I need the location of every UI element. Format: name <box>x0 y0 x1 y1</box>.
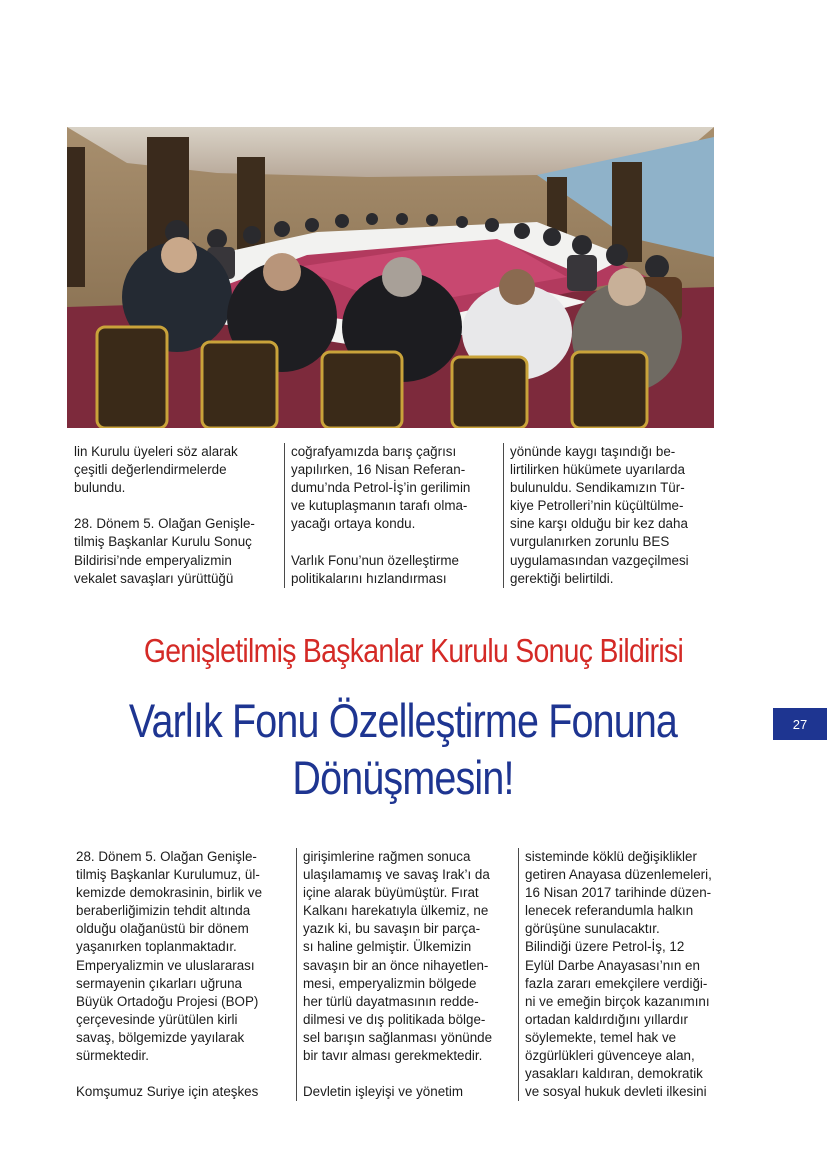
body-column-1: 28. Dönem 5. Olağan Genişle- tilmiş Başkanlar Kurulumuz, ül- kemizde demokrasinin, birlik ve beraberliğimizin tehdit altında olduğu olağanüstü bir dönem yaşanırken toplanmaktadır. Emperyalizmin ve uluslararası sermayenin çıkarları uğruna Büyük Ortadoğu Projesi (BOP) çerçevesinde yürütülen kirli savaş, bölgemizde yayılarak sürmektedir. Komşumuz Suriye için ateşkes <box>76 849 263 1100</box>
body-column-3: sisteminde köklü değişiklikler getiren Anayasa düzenlemeleri, 16 Nisan 2017 tarihinde düzen- lenecek referandumla halkın görüşüne sunulacaktır. Bilindiği üzere Petrol-İş, 12 Eylül Darbe Anayasası’nın en fazla zararı emekçilere verdiği- ni ve emeğin birçok kazanımını ortadan kaldırdığını yıllardır söylemekte, temel hak ve özgürlükleri güvenceye alan, yasakları kaldıran, demokratik ve sosyal hukuk devleti ilkesini <box>518 848 739 1101</box>
intro-column-1: lin Kurulu üyeleri söz alarak çeşitli değerlendirmelerde bulundu. 28. Dönem 5. Olağan Genişle- tilmiş Başkanlar Kurulu Sonuç Bildirisi’nde emperyalizmin vekalet savaşları yürüttüğü <box>74 444 255 586</box>
page-headline: Varlık Fonu Özelleştirme Fonuna Dönüşmesin! <box>128 694 678 804</box>
page-number: 27 <box>792 716 808 732</box>
intro-column-3: yönünde kaygı taşındığı be- lirtilirken hükümete uyarılarda bulunuldu. Sendikamızın Tür- kiye Petrolleri’nin küçültülme- sine karşı olduğu bir kez daha vurgulanırken zorunlu BES uygulamasından vazgeçilmesi gerektiği belirtildi. <box>503 443 720 588</box>
page-number-badge <box>773 708 827 740</box>
section-kicker: Genişletilmiş Başkanlar Kurulu Sonuç Bildirisi <box>143 632 684 669</box>
meeting-photo-illustration <box>67 127 714 428</box>
body-column-2: girişimlerine rağmen sonuca ulaşılamamış ve savaş Irak’ı da içine alarak büyümüştür. Fırat Kalkanı harekatıyla ülkemiz, ne yazık ki, bu savaşın bir parça- sı haline gelmiştir. Ülkemizin savaşın bir an önce nihayetlen- mesi, emperyalizmin bölgede her türlü dayatmasının redde- dilmesi ve dış politikada bölge- sel barışın sağlanması yönünde bir tavır alması gerekmektedir. Devletin işleyişi ve yönetim <box>296 848 517 1101</box>
intro-column-2: coğrafyamızda barış çağrısı yapılırken, 16 Nisan Referan- dumu’nda Petrol-İş’in gerilimin ve kutuplaşmanın tarafı olma- yacağı ortaya kondu. Varlık Fonu’nun özelleştirme politikalarını hızlandırması <box>284 443 497 588</box>
meeting-photo <box>67 127 714 428</box>
